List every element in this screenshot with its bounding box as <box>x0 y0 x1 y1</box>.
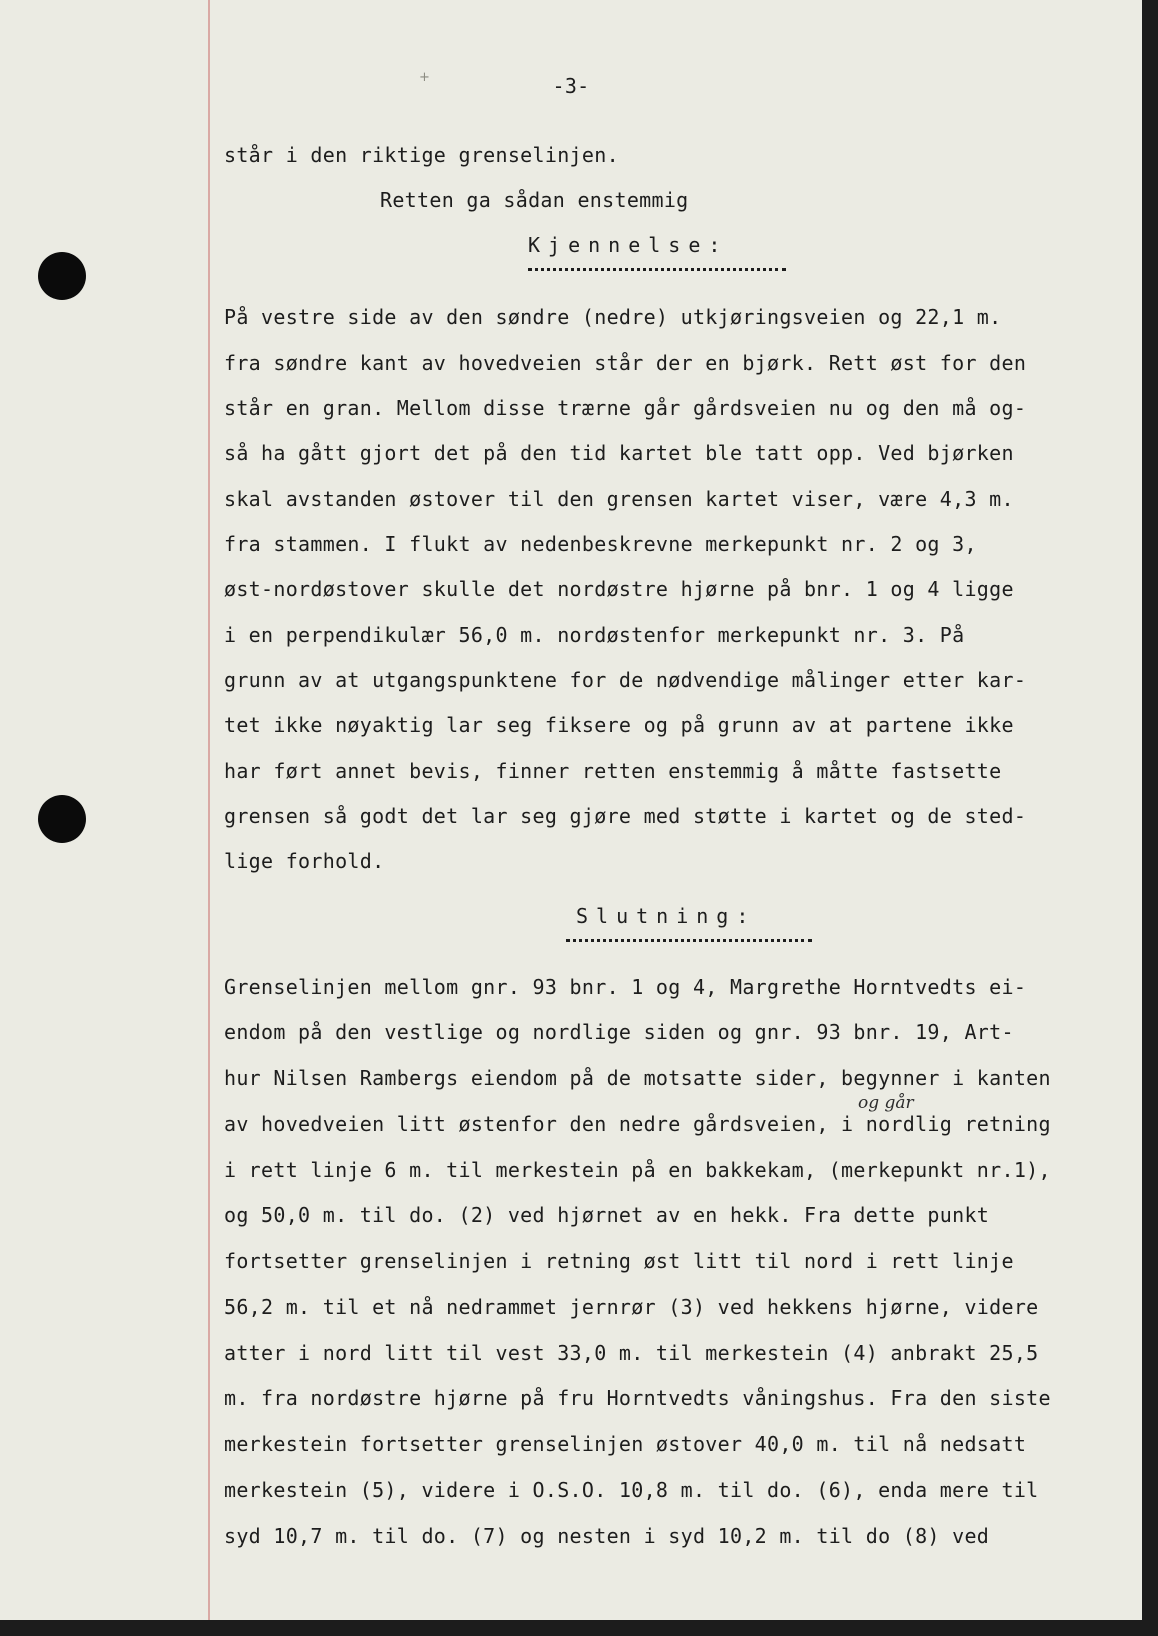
body-line: hur Nilsen Rambergs eiendom på de motsatte sider, begynner i kanten <box>224 1066 1051 1090</box>
pencil-mark: + <box>419 70 430 85</box>
body-line: lige forhold. <box>224 849 385 873</box>
body-line: m. fra nordøstre hjørne på fru Horntvedts våningshus. Fra den siste <box>224 1386 1051 1410</box>
section-heading-slutning: Slutning: <box>576 904 757 928</box>
heading-underline-slutning <box>566 939 812 942</box>
margin-rule <box>208 0 210 1620</box>
body-line: fra søndre kant av hovedveien står der en bjørk. Rett øst for den <box>224 351 1027 375</box>
body-line: så ha gått gjort det på den tid kartet ble tatt opp. Ved bjørken <box>224 441 1014 465</box>
page-number: -3- <box>552 74 590 98</box>
body-line: Grenselinjen mellom gnr. 93 bnr. 1 og 4, Margrethe Horntvedts ei- <box>224 975 1027 999</box>
body-line: og 50,0 m. til do. (2) ved hjørnet av en hekk. Fra dette punkt <box>224 1203 990 1227</box>
body-line: i rett linje 6 m. til merkestein på en bakkekam, (merkepunkt nr.1), <box>224 1158 1051 1182</box>
body-line: merkestein fortsetter grenselinjen østover 40,0 m. til nå nedsatt <box>224 1432 1027 1456</box>
section-heading-kjennelse: Kjennelse: <box>528 233 729 257</box>
body-line: skal avstanden østover til den grensen kartet viser, være 4,3 m. <box>224 487 1014 511</box>
body-line: tet ikke nøyaktig lar seg fiksere og på grunn av at partene ikke <box>224 713 1014 737</box>
handwritten-insert: og går <box>858 1093 914 1113</box>
body-line: står en gran. Mellom disse trærne går gårdsveien nu og den må og- <box>224 396 1027 420</box>
body-line: På vestre side av den søndre (nedre) utkjøringsveien og 22,1 m. <box>224 305 1002 329</box>
punch-hole-middle <box>38 795 86 843</box>
body-line: fortsetter grenselinjen i retning øst litt til nord i rett linje <box>224 1249 1014 1273</box>
body-line: har ført annet bevis, finner retten enstemmig å måtte fastsette <box>224 759 1002 783</box>
body-line: grensen så godt det lar seg gjøre med støtte i kartet og de sted- <box>224 804 1027 828</box>
body-line: av hovedveien litt østenfor den nedre gårdsveien, i nordlig retning <box>224 1112 1051 1136</box>
body-line: 56,2 m. til et nå nedrammet jernrør (3) ved hekkens hjørne, videre <box>224 1295 1039 1319</box>
body-line: merkestein (5), videre i O.S.O. 10,8 m. til do. (6), enda mere til <box>224 1478 1039 1502</box>
body-line: i en perpendikulær 56,0 m. nordøstenfor merkepunkt nr. 3. På <box>224 623 965 647</box>
body-line: grunn av at utgangspunktene for de nødvendige målinger etter kar- <box>224 668 1027 692</box>
body-line: atter i nord litt til vest 33,0 m. til merkestein (4) anbrakt 25,5 <box>224 1341 1039 1365</box>
body-line: endom på den vestlige og nordlige siden og gnr. 93 bnr. 19, Art- <box>224 1020 1014 1044</box>
body-line: øst-nordøstover skulle det nordøstre hjørne på bnr. 1 og 4 ligge <box>224 577 1014 601</box>
verdict-intro: Retten ga sådan enstemmig <box>380 188 689 212</box>
heading-underline-kjennelse <box>528 268 786 271</box>
body-line: fra stammen. I flukt av nedenbeskrevne merkepunkt nr. 2 og 3, <box>224 532 977 556</box>
body-line: syd 10,7 m. til do. (7) og nesten i syd 10,2 m. til do (8) ved <box>224 1524 990 1548</box>
punch-hole-top <box>38 252 86 300</box>
opening-line: står i den riktige grenselinjen. <box>224 143 619 167</box>
